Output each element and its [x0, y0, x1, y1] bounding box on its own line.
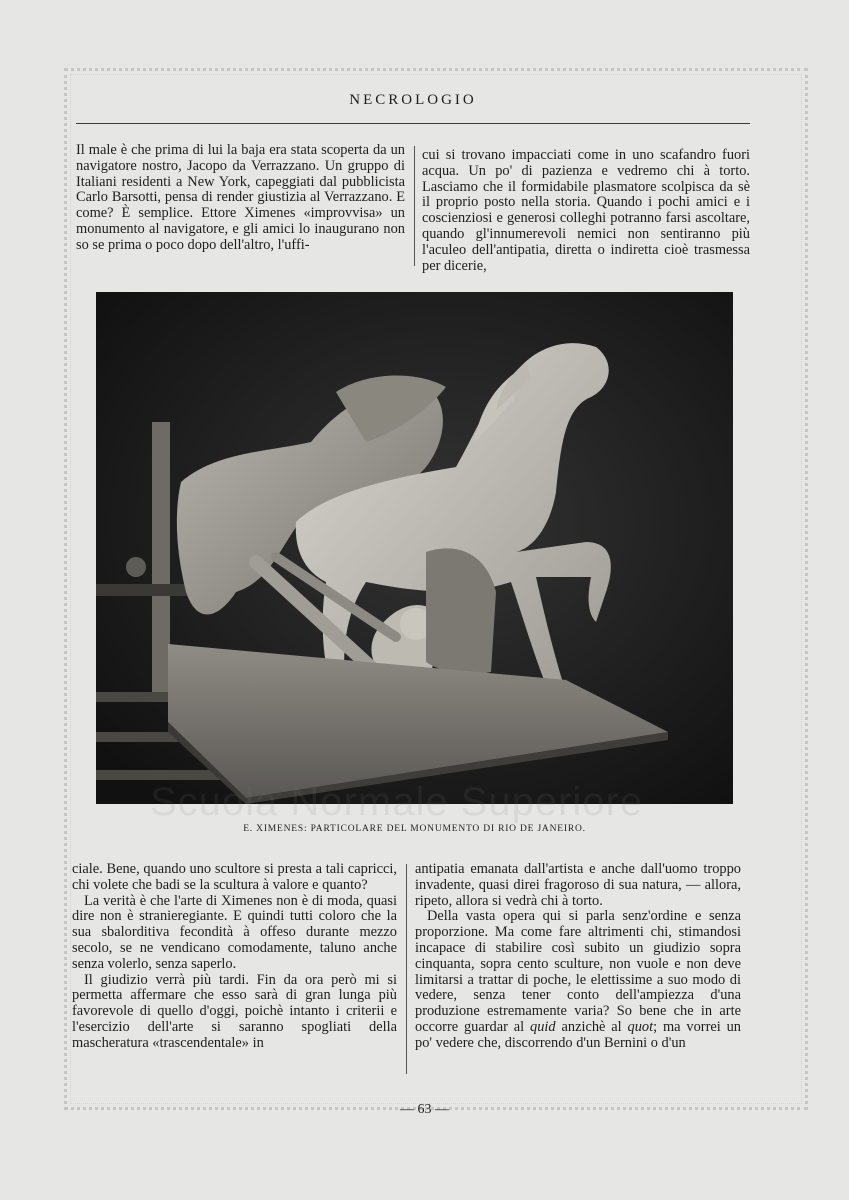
text-run: ; ma vorrei un po' vedere che, discorrendo d'un Bernini o d'un	[415, 1018, 742, 1051]
paragraph: ciale. Bene, quando uno scultore si presta a tali capricci, chi volete che badi se la scultura à valore e quanto?	[72, 861, 397, 893]
column-divider	[414, 146, 415, 266]
text-run: Della vasta opera qui si parla senz'ordine e senza proporzione. Ma come fare altrimenti chi, stimandosi incapace di stabilire così subito un giudizio sopra cinquanta, sopra cento sculture, non vuole e non deve limitarsi a trattar di poche, le elettissime a suo modo di vedere, senza tener conto dell'ampiezza d'una produzione estremamente varia? So bene che in arte occorre guardar al	[415, 908, 741, 1035]
column-divider	[406, 864, 407, 1074]
paragraph: Il male è che prima di lui la baja era stata scoperta da un navigatore nostro, Jacopo da Verrazzano. Un gruppo di Italiani residenti a New York, capeggiati dal pubblicista Carlo Barsotti, pensa di render giustizia al Verrazzano. E come? È semplice. Ettore Ximenes «improvvisa» un monumento al navigatore, e gli amici lo inaugurano non so se prima o poco dopo dell'altro, l'uffi-	[76, 142, 405, 253]
top-right-column	[422, 148, 750, 274]
header-rule	[76, 123, 750, 124]
paragraph: La verità è che l'arte di Ximenes non è di moda, quasi dire non è stranieregiante. E quindi tutti coloro che la sua sbalorditiva fecondità à offeso durante mezzo secolo, se ne vendicano comodamente, taluno anche senza volerlo, senza saperlo.	[72, 892, 397, 972]
paragraph: Il giudizio verrà più tardi. Fin da ora però mi si permetta affermare che esso sarà di gran lunga più favorevole di quello d'oggi, poichè intanto i criterii e l'esercizio dell'arte si saranno spogliati della mascheratura «trascendentale» in	[72, 971, 397, 1051]
page-number: — 63 —	[400, 1102, 449, 1117]
figure-caption: E. XIMENES: PARTICOLARE DEL MONUMENTO DI RIO DE JANEIRO.	[243, 824, 586, 834]
paragraph: cui si trovano impacciati come in uno scafandro fuori acqua. Un po' di pazienza e vedremo chi à torto. Lasciamo che il formidabile plasmatore scolpisca da sè il proprio posto nella storia. Quando i pochi amici e i coscienziosi e generosi colleghi potranno farsi ascoltare, quando gl'innumerevoli nemici non sentiranno più l'aculeo dell'antipatia, diretta o indiretta cioè trasmessa per dicerie,	[422, 147, 750, 274]
bottom-right-column	[415, 862, 741, 1052]
section-title: NECROLOGIO	[349, 92, 477, 108]
running-header	[76, 92, 750, 128]
paragraph: antipatia emanata dall'artista e anche dall'uomo troppo invadente, quasi direi fragoroso di sua natura, — allora, ripeto, allora si vedrà chi à torto.	[415, 861, 741, 909]
italic-word: quot	[627, 1018, 654, 1035]
sculpture-illustration	[96, 292, 733, 804]
top-left-column	[76, 143, 405, 254]
paragraph	[415, 909, 741, 1051]
text-run: anzichè al	[561, 1018, 622, 1035]
sculpture-photograph	[96, 292, 733, 804]
bottom-left-column	[72, 862, 397, 1052]
italic-word: quid	[530, 1018, 556, 1035]
library-watermark: Scuola Normale Superiore	[150, 780, 644, 824]
